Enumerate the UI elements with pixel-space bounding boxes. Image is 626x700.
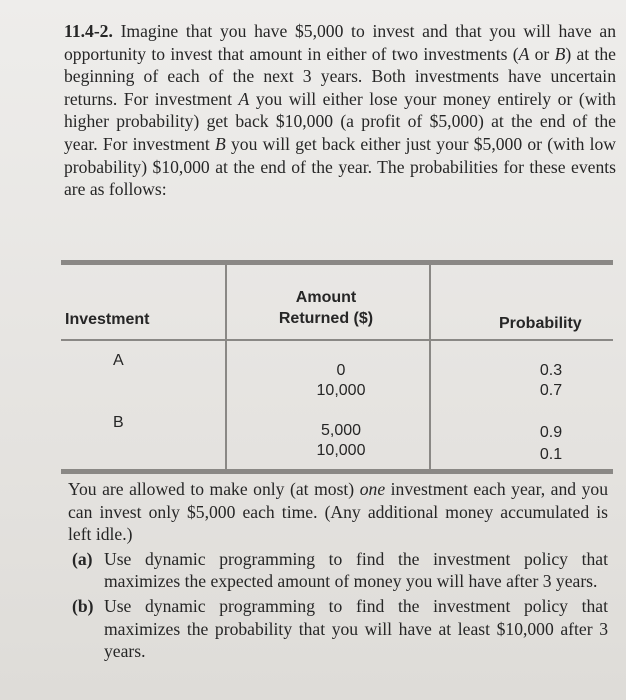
row-a-prob-2: 0.7 — [539, 382, 563, 399]
header-probability: Probability — [499, 315, 582, 332]
row-b-prob-1: 0.9 — [539, 424, 563, 441]
row-b-prob-2: 0.1 — [539, 446, 563, 463]
column-divider — [429, 265, 431, 339]
row-a-amount-2: 10,000 — [316, 382, 366, 399]
column-divider — [225, 341, 227, 469]
part-b-label: (b) — [72, 595, 94, 616]
row-a-investment: A — [113, 352, 124, 369]
problem-number: 11.4-2. — [64, 21, 113, 41]
row-b-amount-1: 5,000 — [320, 422, 362, 439]
column-divider — [429, 341, 431, 469]
part-a-text: Use dynamic programming to find the investment policy that maximizes the expected amount of money you will have after 3 years. — [104, 548, 608, 592]
row-b-amount-2: 10,000 — [316, 442, 366, 459]
part-a-label: (a) — [72, 548, 93, 569]
row-a-amount-1: 0 — [336, 362, 346, 379]
table-body — [61, 341, 613, 469]
followup-text — [68, 478, 608, 663]
row-b-investment: B — [113, 414, 124, 431]
returns-table — [61, 260, 613, 474]
part-a — [68, 548, 608, 593]
followup-intro: You are allowed to make only (at most) one investment each year, and you can invest only $5,000 each time. (Any additional money accumulated is left idle.) — [68, 479, 609, 545]
header-amount: Amount Returned ($) — [278, 289, 374, 327]
problem-statement: 11.4-2. Imagine that you have $5,000 to invest and that you will have an opportunity to invest that amount in either of two investments (A or B) at the beginning of each of the next 3 years. Both investments have uncertain returns. For investment A you will either lose your money entirely or (with higher probability) get back $10,000 (a profit of $5,000) at the end of the year. For investment B you will get back either just your $5,000 or (with low probability) $10,000 at the end of the year. The probabilities for these events are as follows: — [64, 21, 617, 200]
header-investment: Investment — [65, 311, 150, 328]
part-b-text: Use dynamic programming to find the investment policy that maximizes the probability that you will have at least $10,000 after 3 years. — [104, 595, 608, 662]
row-a-prob-1: 0.3 — [539, 362, 563, 379]
column-divider — [225, 265, 227, 339]
table-bottom-rule — [61, 469, 613, 474]
table-header-row — [61, 265, 613, 339]
part-b — [68, 595, 608, 663]
